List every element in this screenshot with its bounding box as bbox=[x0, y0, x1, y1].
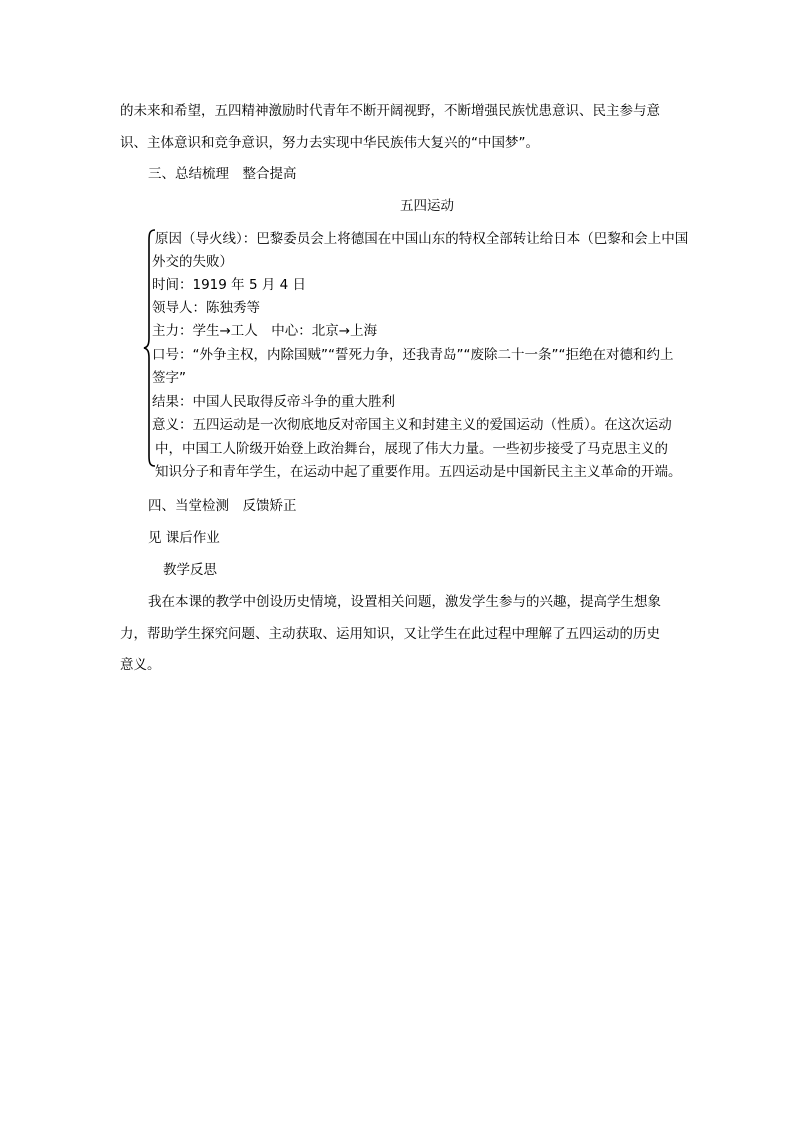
reflection-line-3: 意义。 bbox=[120, 657, 161, 673]
summary-item-slogan: 口号：“外争主权，内除国贼”“誓死力争，还我青岛”“废除二十一条”“拒绝在对德和约上 bbox=[152, 347, 674, 363]
section3-heading: 三、总结梳理 整合提高 bbox=[148, 166, 297, 182]
summary-item-result: 结果：中国人民取得反帝斗争的重大胜利 bbox=[152, 394, 395, 410]
homework-line: 见 课后作业 bbox=[148, 530, 220, 546]
intro-line-1: 的未来和希望，五四精神激励时代青年不断开阔视野，不断增强民族忧患意识、民主参与意 bbox=[120, 103, 660, 119]
summary-item-cause: 原因（导火线）：巴黎委员会上将德国在中国山东的特权全部转让给日本（巴黎和会上中国 bbox=[155, 231, 689, 247]
reflection-heading: 教学反思 bbox=[163, 562, 217, 578]
summary-item-significance-3: 知识分子和青年学生，在运动中起了重要作用。五四运动是中国新民主主义革命的开端。 bbox=[155, 464, 682, 480]
summary-item-cause-cont: 外交的失败） bbox=[152, 254, 233, 270]
summary-item-slogan-cont: 签字” bbox=[152, 370, 186, 386]
summary-item-time: 时间：1919 年 5 月 4 日 bbox=[152, 277, 306, 293]
reflection-line-1: 我在本课的教学中创设历史情境，设置相关问题，激发学生参与的兴趣，提高学生想象 bbox=[148, 594, 661, 610]
section4-heading: 四、当堂检测 反馈矫正 bbox=[148, 498, 297, 514]
summary-item-significance-2: 中，中国工人阶级开始登上政治舞台，展现了伟大力量。一些初步接受了马克思主义的 bbox=[155, 441, 668, 457]
summary-title: 五四运动 bbox=[400, 198, 454, 214]
summary-item-significance: 意义：五四运动是一次彻底地反对帝国主义和封建主义的爱国运动（性质）。在这次运动 bbox=[152, 417, 672, 433]
intro-line-2: 识、主体意识和竞争意识，努力去实现中华民族伟大复兴的“中国梦”。 bbox=[120, 135, 539, 151]
reflection-line-2: 力，帮助学生探究问题、主动获取、运用知识，又让学生在此过程中理解了五四运动的历史 bbox=[120, 626, 660, 642]
summary-item-force: 主力：学生→工人 中心：北京→上海 bbox=[152, 323, 378, 339]
summary-item-leader: 领导人：陈独秀等 bbox=[152, 300, 260, 316]
